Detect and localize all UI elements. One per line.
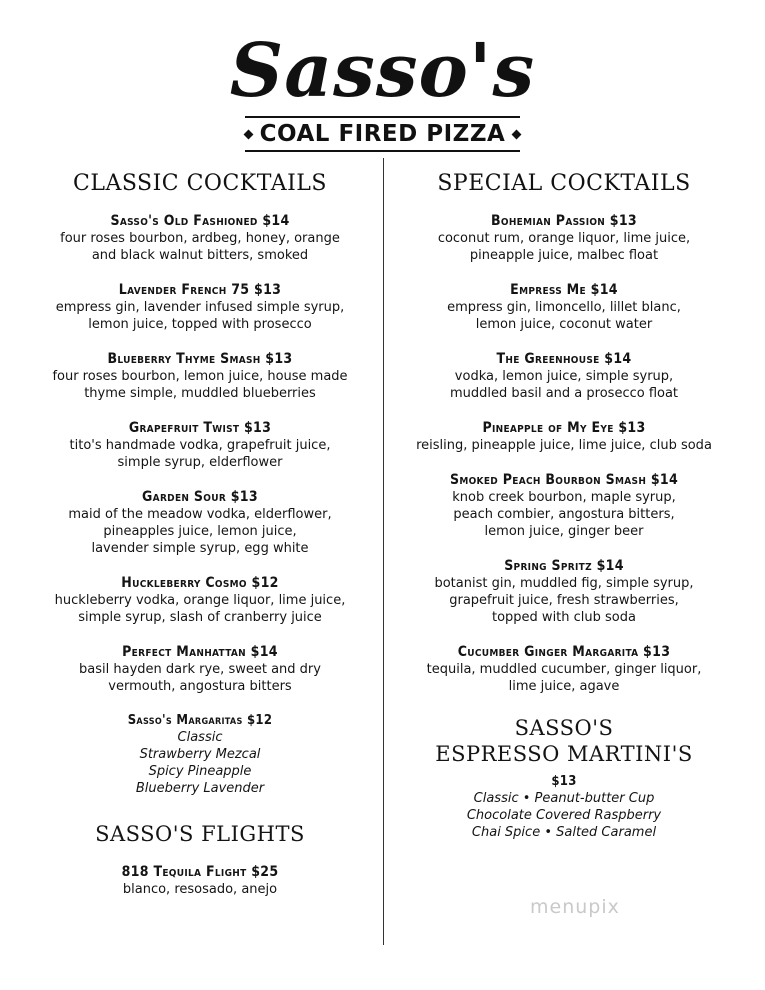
- watermark: menupix: [530, 896, 620, 918]
- menu-item-name: Grapefruit Twist $13: [128, 420, 272, 436]
- menu-item-desc: pineapples juice, lemon juice,: [103, 524, 297, 539]
- menu-item: [388, 350, 740, 402]
- menu-item: [20, 863, 380, 898]
- menu-item-desc: basil hayden dark rye, sweet and dry: [79, 662, 321, 677]
- special-cocktails-title: SPECIAL COCKTAILS: [437, 171, 691, 196]
- logo-subtitle-text: COAL FIRED PIZZA: [259, 121, 506, 147]
- menu-item: [388, 557, 740, 626]
- menu-item-name: Garden Sour $13: [142, 489, 258, 505]
- menu-item-desc: simple syrup, slash of cranberry juice: [78, 610, 322, 625]
- menu-item-desc: four roses bourbon, ardbeg, honey, orange: [60, 231, 340, 246]
- menu-item-desc: grapefruit juice, fresh strawberries,: [449, 593, 679, 608]
- margarita-option: Spicy Pineapple: [148, 764, 252, 779]
- menu-item: [20, 643, 380, 695]
- menu-item-desc: empress gin, limoncello, lillet blanc,: [447, 300, 681, 315]
- menu-item-name: Blueberry Thyme Smash $13: [107, 351, 293, 367]
- diamond-left-icon: [243, 129, 253, 139]
- menu-item-name: Spring Spritz $14: [504, 558, 624, 574]
- menu-item-desc: huckleberry vodka, orange liquor, lime juice,: [54, 593, 346, 608]
- menu-item-desc: topped with club soda: [492, 610, 636, 625]
- menu-item-name: Empress Me $14: [510, 282, 618, 298]
- espresso-price: $13: [551, 774, 577, 789]
- classic-cocktails-column: [20, 170, 380, 915]
- menu-item-desc: pineapple juice, malbec float: [469, 248, 659, 263]
- classic-cocktails-title: CLASSIC COCKTAILS: [73, 171, 327, 196]
- menu-item-name: Cucumber Ginger Margarita $13: [457, 644, 671, 660]
- column-divider: [383, 158, 384, 945]
- menu-item-desc: simple syrup, elderflower: [117, 455, 283, 470]
- menu-item-desc: blanco, resosado, anejo: [122, 882, 278, 897]
- menu-item: [20, 212, 380, 264]
- menu-item-name: Sasso's Margaritas $12: [127, 713, 273, 728]
- menu-item: [388, 212, 740, 264]
- menu-item-desc: muddled basil and a prosecco float: [449, 386, 679, 401]
- menu-item-name: Perfect Manhattan $14: [122, 644, 278, 660]
- menu-item-name: Smoked Peach Bourbon Smash $14: [449, 472, 679, 488]
- menu-item: [388, 419, 740, 454]
- menu-item-name: Lavender French 75 $13: [118, 282, 282, 298]
- menu-item-name: Pineapple of My Eye $13: [482, 420, 646, 436]
- espresso-option-line: Chai Spice • Salted Caramel: [471, 825, 657, 840]
- margarita-option: Classic: [177, 730, 223, 745]
- menu-item-desc: vermouth, angostura bitters: [108, 679, 292, 694]
- menu-item-desc: four roses bourbon, lemon juice, house made: [52, 369, 348, 384]
- special-cocktails-column: [388, 170, 740, 841]
- menu-item-desc: botanist gin, muddled fig, simple syrup,: [434, 576, 694, 591]
- menu-item-desc: tequila, muddled cucumber, ginger liquor,: [426, 662, 702, 677]
- menu-item-desc: empress gin, lavender infused simple syrup,: [55, 300, 345, 315]
- menu-item-desc: and black walnut bitters, smoked: [91, 248, 309, 263]
- menu-item: [388, 281, 740, 333]
- menu-item-desc: coconut rum, orange liquor, lime juice,: [437, 231, 691, 246]
- margarita-option: Blueberry Lavender: [135, 781, 265, 796]
- restaurant-logo: [0, 28, 765, 152]
- margaritas-item: [20, 712, 380, 797]
- espresso-title: SASSO'S: [514, 716, 614, 740]
- menu-item-desc: lemon juice, coconut water: [475, 317, 653, 332]
- menu-item-desc: lemon juice, topped with prosecco: [88, 317, 312, 332]
- margarita-option: Strawberry Mezcal: [139, 747, 261, 762]
- espresso-title-line2: ESPRESSO MARTINI'S: [435, 742, 693, 766]
- logo-script: Sasso's: [229, 28, 536, 114]
- menu-item-name: Bohemian Passion $13: [491, 213, 637, 229]
- menu-item-desc: lemon juice, ginger beer: [484, 524, 644, 539]
- espresso-list: [388, 773, 740, 841]
- menu-item-desc: knob creek bourbon, maple syrup,: [452, 490, 676, 505]
- logo-subtitle: [245, 116, 521, 152]
- menu-item: [388, 471, 740, 540]
- menu-item-desc: vodka, lemon juice, simple syrup,: [454, 369, 674, 384]
- menu-item: [20, 419, 380, 471]
- espresso-option-line: Classic • Peanut-butter Cup: [473, 791, 655, 806]
- menu-item-desc: lavender simple syrup, egg white: [91, 541, 309, 556]
- menu-item: [20, 488, 380, 557]
- menu-item-name: Sasso's Old Fashioned $14: [110, 213, 290, 229]
- menu-item-desc: peach combier, angostura bitters,: [453, 507, 675, 522]
- menu-item-desc: reisling, pineapple juice, lime juice, club soda: [416, 438, 712, 453]
- menu-item: [388, 643, 740, 695]
- menu-item: [20, 350, 380, 402]
- flights-title: SASSO'S FLIGHTS: [95, 822, 305, 846]
- menu-item-desc: maid of the meadow vodka, elderflower,: [68, 507, 332, 522]
- menu-item-desc: tito's handmade vodka, grapefruit juice,: [69, 438, 331, 453]
- menu-item-desc: thyme simple, muddled blueberries: [84, 386, 316, 401]
- menu-item-desc: lime juice, agave: [508, 679, 620, 694]
- menu-item-name: 818 Tequila Flight $25: [121, 864, 279, 880]
- menu-item: [20, 574, 380, 626]
- menu-item-name: The Greenhouse $14: [496, 351, 632, 367]
- menu-item: [20, 281, 380, 333]
- espresso-option-line: Chocolate Covered Raspberry: [466, 808, 662, 823]
- diamond-right-icon: [512, 129, 522, 139]
- menu-item-name: Huckleberry Cosmo $12: [121, 575, 279, 591]
